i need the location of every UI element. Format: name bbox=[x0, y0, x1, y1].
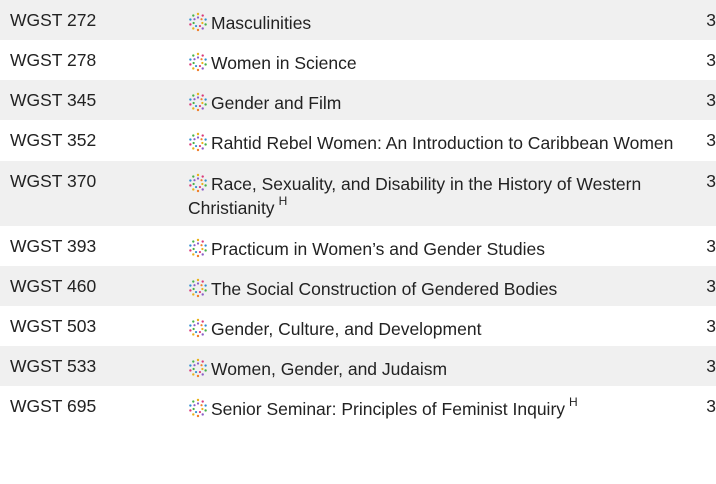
table-row bbox=[0, 120, 716, 161]
course-code: WGST 272 bbox=[10, 10, 97, 30]
course-credits: 3 bbox=[706, 396, 716, 416]
table-row bbox=[0, 40, 716, 80]
course-title: Senior Seminar: Principles of Feminist Inquiry bbox=[211, 399, 566, 419]
course-credits: 3 bbox=[706, 50, 716, 70]
table-row bbox=[0, 266, 716, 306]
course-title-cell bbox=[188, 386, 688, 426]
course-marker: H bbox=[278, 194, 288, 208]
course-title: Women in Science bbox=[211, 53, 357, 73]
course-code: WGST 352 bbox=[10, 130, 97, 150]
table-row bbox=[0, 80, 716, 120]
course-credits: 3 bbox=[706, 130, 716, 150]
course-attribute-dots-icon bbox=[188, 52, 208, 72]
course-attribute-dots-icon bbox=[188, 398, 208, 418]
course-title: Race, Sexuality, and Disability in the History of Western Christianity bbox=[188, 174, 642, 218]
course-credits: 3 bbox=[706, 236, 716, 256]
course-code: WGST 278 bbox=[10, 50, 97, 70]
course-credits: 3 bbox=[706, 171, 716, 191]
course-attribute-dots-icon bbox=[188, 238, 208, 258]
course-title-cell bbox=[188, 226, 688, 266]
course-credits: 3 bbox=[706, 276, 716, 296]
course-attribute-dots-icon bbox=[188, 278, 208, 298]
course-attribute-dots-icon bbox=[188, 173, 208, 193]
course-title-cell bbox=[188, 266, 688, 306]
course-credits: 3 bbox=[706, 90, 716, 110]
course-attribute-dots-icon bbox=[188, 132, 208, 152]
course-code: WGST 503 bbox=[10, 316, 97, 336]
table-row bbox=[0, 306, 716, 346]
table-row bbox=[0, 226, 716, 266]
course-attribute-dots-icon bbox=[188, 12, 208, 32]
table-row bbox=[0, 161, 716, 226]
course-title-cell bbox=[188, 0, 688, 40]
course-credits: 3 bbox=[706, 10, 716, 30]
course-title: Practicum in Women’s and Gender Studies bbox=[211, 239, 545, 259]
course-title-cell bbox=[188, 80, 688, 120]
course-title-cell bbox=[188, 161, 688, 226]
course-attribute-dots-icon bbox=[188, 92, 208, 112]
course-title: Rahtid Rebel Women: An Introduction to Caribbean Women bbox=[211, 133, 674, 153]
course-credits: 3 bbox=[706, 356, 716, 376]
course-title-cell bbox=[188, 120, 688, 161]
course-code: WGST 393 bbox=[10, 236, 97, 256]
course-attribute-dots-icon bbox=[188, 358, 208, 378]
course-title-cell bbox=[188, 40, 688, 80]
course-title: Gender, Culture, and Development bbox=[211, 319, 482, 339]
course-code: WGST 695 bbox=[10, 396, 97, 416]
course-title-cell bbox=[188, 306, 688, 346]
course-marker: H bbox=[569, 395, 578, 409]
course-attribute-dots-icon bbox=[188, 318, 208, 338]
course-credits: 3 bbox=[706, 316, 716, 336]
course-title: Masculinities bbox=[211, 13, 312, 33]
table-row bbox=[0, 346, 716, 386]
course-code: WGST 460 bbox=[10, 276, 97, 296]
table-row bbox=[0, 0, 716, 40]
course-code: WGST 345 bbox=[10, 90, 97, 110]
course-title: The Social Construction of Gendered Bodies bbox=[211, 279, 558, 299]
course-code: WGST 533 bbox=[10, 356, 97, 376]
table-row bbox=[0, 386, 716, 426]
course-code: WGST 370 bbox=[10, 171, 97, 191]
course-title: Women, Gender, and Judaism bbox=[211, 359, 448, 379]
course-title: Gender and Film bbox=[211, 93, 342, 113]
course-title-cell bbox=[188, 346, 688, 386]
